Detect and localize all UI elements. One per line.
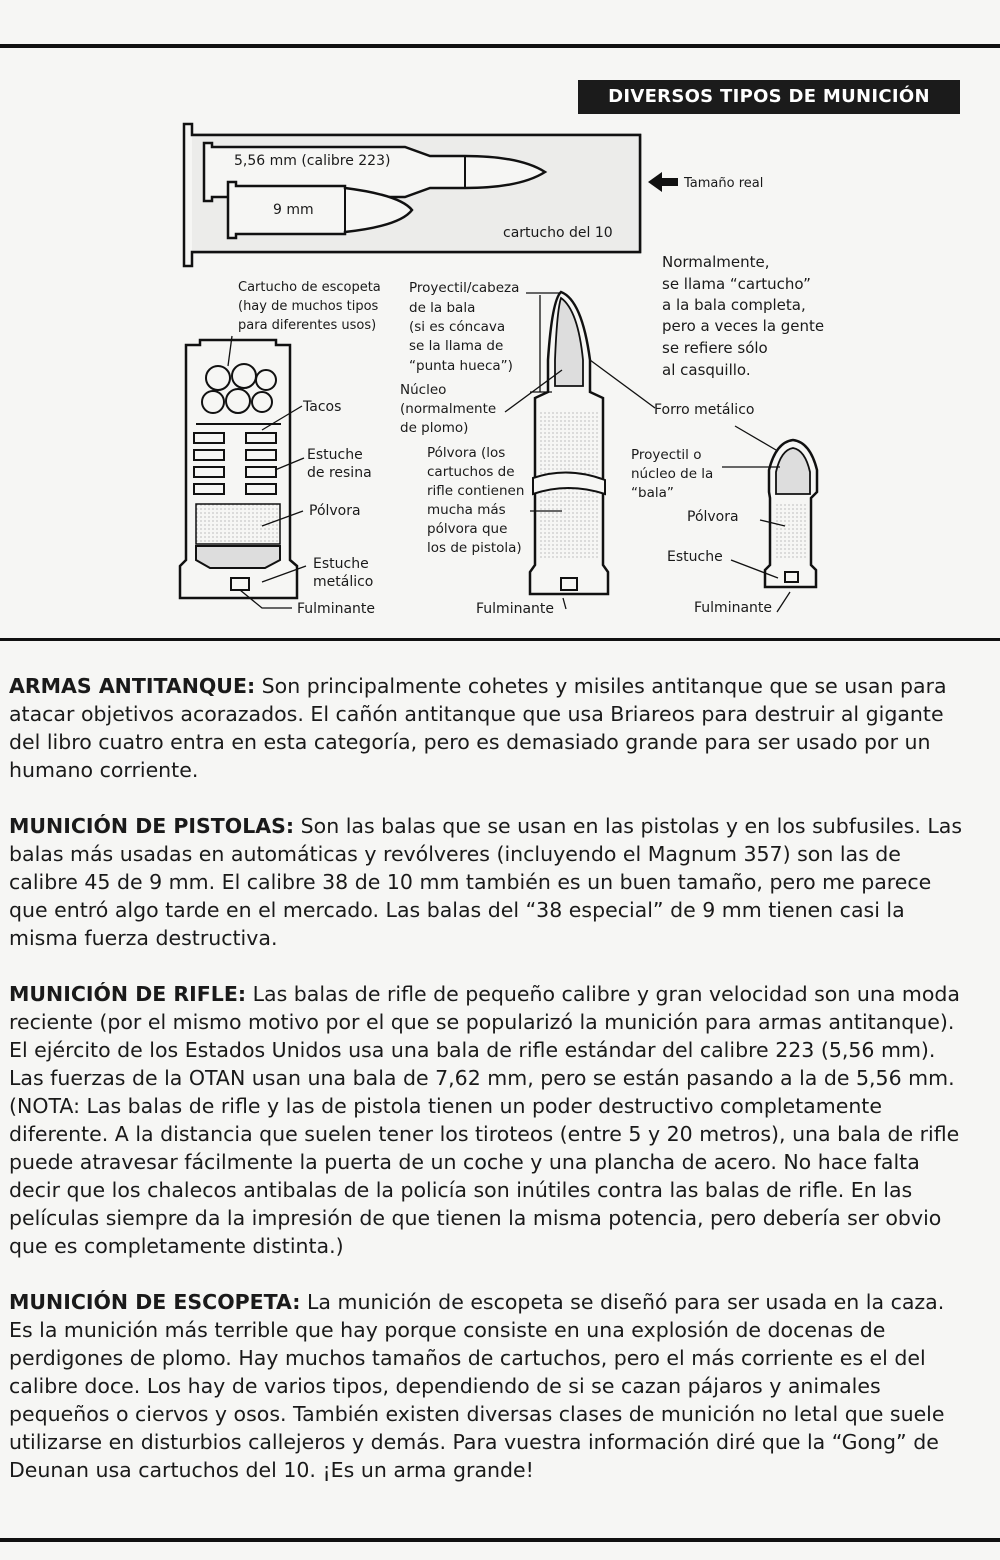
shotgun-title-line: (hay de muchos tipos (238, 299, 379, 314)
note-line: a la bala completa, (662, 296, 806, 314)
label-rifle-primer: Fulminante (476, 601, 555, 617)
pistol-projectile-line: Proyectil o (631, 447, 702, 463)
actual-size-cartridges (184, 124, 640, 266)
label-pistol-primer: Fulminante (694, 600, 773, 616)
rifle-projectile-line: “punta hueca”) (409, 358, 513, 374)
top-rule (0, 44, 1000, 48)
section-body: Son principalmente cohetes y misiles antitanque que se usan para atacar objetivos acorazados. El cañón antitanque que usa Briareos para destruir al gigante del libro cuatro entra en esta categoría, pero es demasiado grande para ser usado por un humano corriente. (9, 674, 947, 782)
label-pistol-case: Estuche (667, 549, 723, 565)
label-shell-10: cartucho del 10 (503, 225, 613, 241)
section-heading: MUNICIÓN DE ESCOPETA: (9, 1290, 301, 1314)
shotgun-title-line: Cartucho de escopeta (238, 280, 381, 295)
label-metal-case: metálico (313, 574, 374, 590)
arrow-left-icon (648, 172, 678, 192)
note-line: al casquillo. (662, 361, 751, 379)
cartridge-note (662, 253, 824, 379)
section-body: Son las balas que se usan en las pistolas y en los subfusiles. Las balas más usadas en automáticas y revólveres (incluyendo el Magnum 357) son las de calibre 45 de 9 mm. El calibre 38 de 10 mm también es un buen tamaño, pero me parece que entró algo tarde en el mercado. Las balas del “38 especial” de 9 mm tienen casi la misma fuerza destructiva. (9, 814, 963, 950)
rifle-projectile-line: Proyectil/cabeza (409, 280, 520, 296)
label-resin-case: Estuche (307, 447, 363, 463)
label-shotgun-powder: Pólvora (309, 503, 361, 519)
rifle-projectile-line: se la llama de (409, 338, 504, 354)
note-line: Normalmente, (662, 253, 770, 271)
label-wads: Tacos (303, 399, 342, 415)
note-line: se refiere sólo (662, 339, 768, 357)
rifle-powder-line: mucha más (427, 502, 506, 518)
section-heading: MUNICIÓN DE PISTOLAS: (9, 814, 295, 838)
rifle-core-line: (normalmente (400, 401, 497, 417)
pistol-projectile-line: “bala” (631, 485, 674, 501)
rifle-note: (NOTA: Las balas de rifle y las de pistola tienen un poder destructivo completamente diferente. A la distancia que suelen tener los tiroteos (entre 5 y 20 metros), una bala de rifle puede atravesar fácilmente la puerta de un coche y una plancha de acero. No hace falta decir que los chalecos antibalas de la policía son inútiles contra las balas de rifle. En las películas siempre da la impresión de que tienen la misma potencia, pero debería ser obvio que es completamente distinta.) (9, 1094, 960, 1258)
label-resin-case: de resina (307, 465, 372, 481)
section-heading: MUNICIÓN DE RIFLE: (9, 982, 247, 1006)
pistol-cartridge-cutaway (765, 440, 817, 587)
shotgun-shell-cutaway (180, 340, 297, 598)
section-body: La munición de escopeta se diseñó para ser usada en la caza. Es la munición más terrible que hay porque consiste en una explosión de docenas de perdigones de plomo. Hay muchos tamaños de cartuchos, pero el más corriente es el del calibre doce. Los hay de varios tipos, dependiendo de si se cazan pájaros y animales pequeños o ciervos y osos. También existen diversas clases de munición no letal que suele utilizarse en disturbios callejeros y demás. Para vuestra información diré que la “Gong” de Deunan usa cartuchos del 10. ¡Es un arma grande! (9, 1290, 945, 1482)
rifle-powder-line: Pólvora (los (427, 445, 506, 461)
pistol-projectile-line: núcleo de la (631, 466, 714, 482)
section-rifle-ammo (9, 980, 964, 1092)
note-line: pero a veces la gente (662, 317, 825, 335)
ammunition-text (9, 672, 964, 1512)
label-shotgun-primer: Fulminante (297, 601, 376, 617)
rifle-powder-line: los de pistola) (427, 540, 522, 556)
rifle-powder-line: pólvora que (427, 521, 508, 537)
rifle-projectile-line: de la bala (409, 300, 476, 316)
ammo-box-title: DIVERSOS TIPOS DE MUNICIÓN (578, 80, 960, 114)
label-metal-jacket: Forro metálico (654, 402, 755, 418)
section-divider (0, 638, 1000, 641)
section-body: Las balas de rifle de pequeño calibre y gran velocidad son una moda reciente (por el mismo motivo por el que se popularizó la munición para armas antitanque). El ejército de los Estados Unidos usa una bala de rifle estándar del calibre 223 (5,56 mm). Las fuerzas de la OTAN usan una bala de 7,62 mm, pero se están pasando a la de 5,56 mm. (9, 982, 960, 1090)
label-pistol-powder: Pólvora (687, 509, 739, 525)
rifle-powder-line: cartuchos de (427, 464, 515, 480)
section-heading: ARMAS ANTITANQUE: (9, 674, 256, 698)
ammunition-diagram (0, 110, 1000, 630)
rifle-core-line: Núcleo (400, 382, 447, 398)
actual-size-label: Tamaño real (684, 176, 764, 191)
note-line: se llama “cartucho” (662, 275, 811, 293)
label-metal-case: Estuche (313, 556, 369, 572)
section-antitank (9, 672, 964, 784)
rifle-powder-line: rifle contienen (427, 483, 525, 499)
rifle-cartridge-cutaway (530, 292, 608, 594)
shotgun-title-line: para diferentes usos) (238, 318, 377, 333)
label-caliber-223: 5,56 mm (calibre 223) (234, 153, 391, 169)
bottom-rule (0, 1538, 1000, 1542)
rifle-core-line: de plomo) (400, 420, 469, 436)
section-pistol-ammo (9, 812, 964, 952)
label-9mm: 9 mm (273, 202, 314, 218)
section-shotgun-ammo (9, 1288, 964, 1484)
rifle-projectile-line: (si es cóncava (409, 319, 506, 335)
